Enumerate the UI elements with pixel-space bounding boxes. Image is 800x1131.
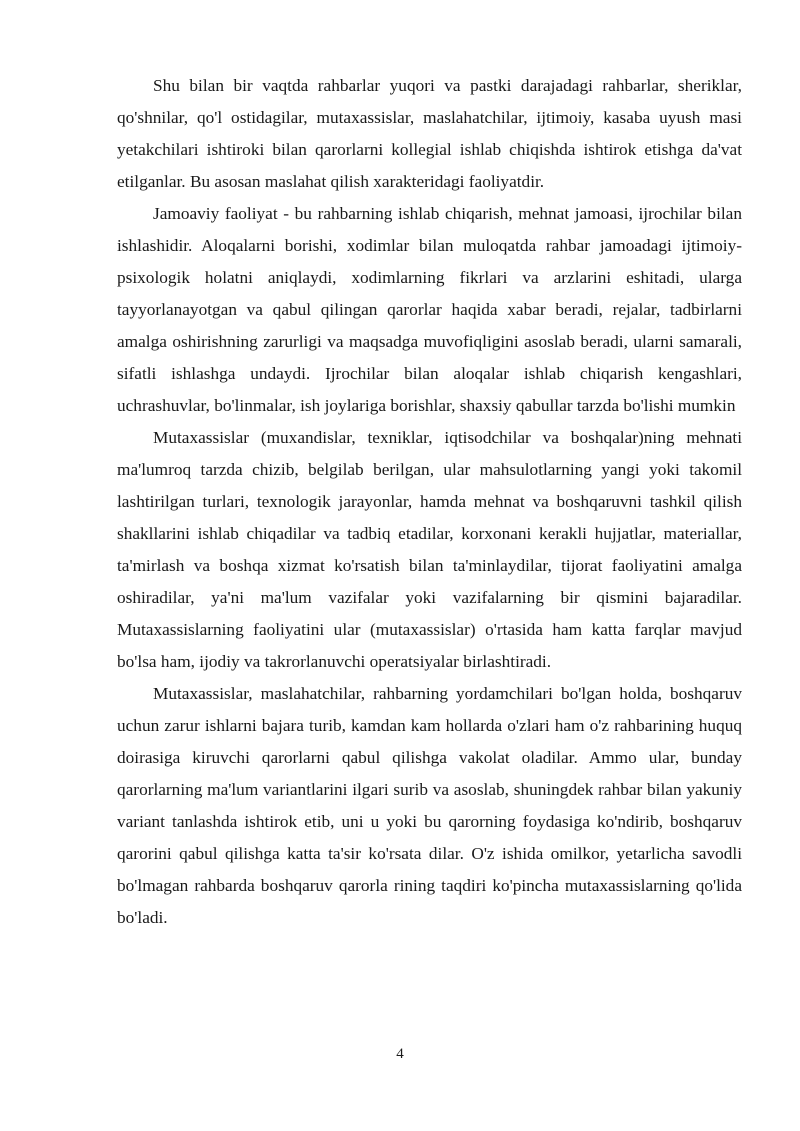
paragraph-collective-activity: Jamoaviy faoliyat - bu rahbarning ishlab chiqarish, mehnat jamoasi, ijrochilar bilan ishlashidir. Aloqalarni borishi, xodimlar bilan muloqatda rahbar jamoadagi ijtimoiy-psixologik holatni aniqlaydi, xodimlarning fikrlari va arzlarini eshitadi, ularga tayyorlanayotgan va qabul qilingan qarorlar haqida xabar beradi, rejalar, tadbirlarni amalga oshirishning zarurligi va maqsadga muvofiqligini asoslab beradi, ularni samarali, sifatli ishlashga undaydi. Ijrochilar bilan aloqalar ishlab chiqarish kengashlari, uchrashuvlar, bo'linmalar, ish joylariga borishlar, shaxsiy qabullar tarzda bo'lishi mumkin	[117, 204, 742, 415]
paragraph-leaders-collegial: Shu bilan bir vaqtda rahbarlar yuqori va pastki darajadagi rahbarlar, sheriklar, qo'shnilar, qo'l ostidagilar, mutaxassislar, maslahatchilar, ijtimoiy, kasaba uyush masi yetakchilari ishtiroki bilan qarorlarni kollegial ishlab chiqishda ishtirok etishga da'vat etilganlar. Bu asosan maslahat qilish xarakteridagi faoliyatdir.	[117, 76, 742, 191]
page-number: 4	[396, 1046, 404, 1062]
paragraph-specialists-advisors: Mutaxassislar, maslahatchilar, rahbarning yordamchilari bo'lgan holda, boshqaruv uchun zarur ishlarni bajara turib, kamdan kam hollarda o'zlari ham o'z rahbarining huquq doirasiga kiruvchi qarorlarni qabul qilishga vakolat oladilar. Ammo ular, bunday qarorlarning ma'lum variantlarini ilgari surib va asoslab, shuningdek rahbar bilan yakuniy variant tanlashda ishtirok etib, uni u yoki bu qarorning foydasiga ko'ndirib, boshqaruv qarorini qabul qilishga katta ta'sir ko'rsata dilar. O'z ishida omilkor, yetarlicha savodli bo'lmagan rahbarda boshqaruv qarorla rining taqdiri ko'pincha mutaxassislarning qo'lida bo'ladi.	[117, 684, 742, 927]
document-body	[117, 70, 742, 934]
paragraph-specialists-work: Mutaxassislar (muxandislar, texniklar, iqtisodchilar va boshqalar)ning mehnati ma'lumroq tarzda chizib, belgilab berilgan, ular mahsulotlarning yangi yoki takomil lashtirilgan turlari, texnologik jarayonlar, hamda mehnat va boshqaruvni tashkil qilish shakllarini ishlab chiqadilar va tadbiq etadilar, korxonani kerakli hujjatlar, materiallar, ta'mirlash va boshqa xizmat ko'rsatish bilan ta'minlaydilar, tijorat faoliyatini amalga oshiradilar, ya'ni ma'lum vazifalar yoki vazifalarning bir qismini bajaradilar. Mutaxassislarning faoliyatini ular (mutaxassislar) o'rtasida ham katta farqlar mavjud bo'lsa ham, ijodiy va takrorlanuvchi operatsiyalar birlashtiradi.	[117, 428, 742, 671]
